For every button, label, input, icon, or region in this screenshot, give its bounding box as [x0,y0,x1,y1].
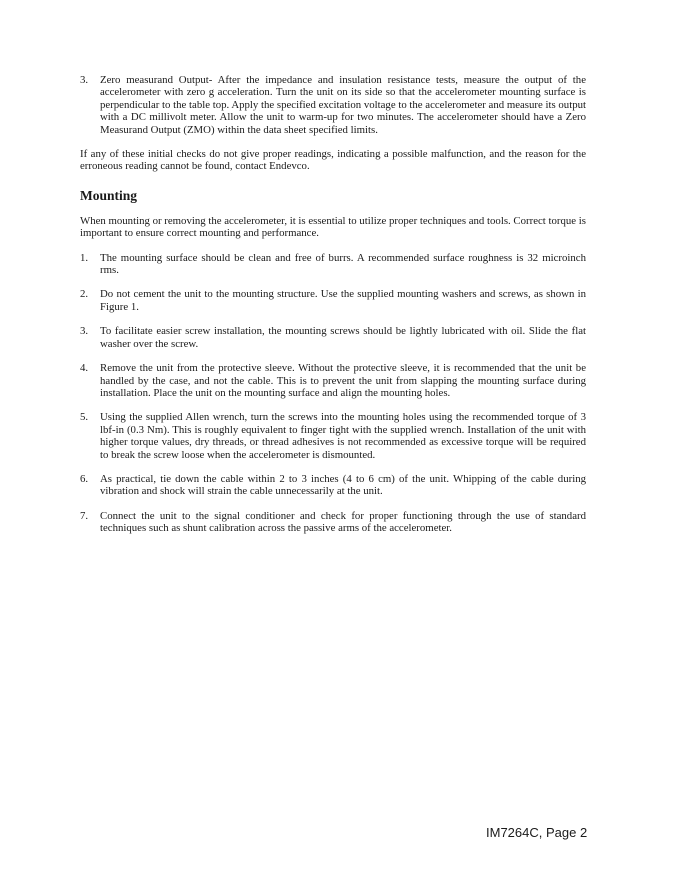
list-item [80,411,586,461]
mounting-intro-paragraph: When mounting or removing the accelerometer, it is essential to utilize proper techniques and tools. Correct torque is important to ensure correct mounting and performance. [80,214,586,240]
list-item-text: Remove the unit from the protective sleeve. Without the protective sleeve, it is recommended that the unit be handled by the case, and not the cable. This is to prevent the unit from slapping the mounting surface during installation. Place the unit on the mounting surface and align the mounting holes. [100,362,586,399]
list-item-text: Using the supplied Allen wrench, turn the screws into the mounting holes using the recommended torque of 3 lbf-in (0.3 Nm). This is roughly equivalent to finger tight with the supplied wrench. Installation of the unit with higher torque values, dry threads, or thread adhesives is not recommended as excessive torque will be required to break the screw loose when the accelerometer is dismounted. [100,411,586,461]
list-item [80,510,586,535]
list-item-number: 2. [80,288,89,301]
list-item-number: 1. [80,251,89,264]
list-item-text: Zero measurand Output- After the impedance and insulation resistance tests, measure the output of the accelerometer with zero g acceleration. Turn the unit on its side so that the accelerometer mounting surface is perpendicular to the table top. Apply the specified excitation voltage to the accelerometer and measure its output with a DC millivolt meter. Allow the unit to warm-up for two minutes. The accelerometer should have a Zero Measurand Output (ZMO) within the data sheet specified limits. [100,74,586,136]
list-item-number: 4. [80,362,89,375]
list-item [80,288,586,313]
list-item-number: 5. [80,411,89,424]
intro-paragraph: If any of these initial checks do not give proper readings, indicating a possible malfunction, and the reason for the erroneous reading cannot be found, contact Endevco. [80,148,586,173]
document-body [80,74,586,547]
list-item-text: As practical, tie down the cable within 2 to 3 inches (4 to 6 cm) of the unit. Whipping of the cable during vibration and shock will strain the cable unnecessarily at the unit. [100,472,586,498]
list-item-text: Connect the unit to the signal conditioner and check for proper functioning through the use of standard techniques such as shunt calibration across the passive arms of the accelerometer. [100,509,586,535]
page-footer: IM7264C, Page 2 [486,825,588,840]
list-item [80,252,586,277]
list-item [80,325,586,350]
list-item [80,74,586,136]
list-item [80,473,586,498]
list-item-text: The mounting surface should be clean and free of burrs. A recommended surface roughness is 32 microinch rms. [100,251,586,277]
list-item-number: 7. [80,509,89,522]
list-item-number: 6. [80,472,89,485]
list-item-number: 3. [80,325,89,338]
list-item-text: Do not cement the unit to the mounting structure. Use the supplied mounting washers and screws, as shown in Figure 1. [100,288,586,313]
list-item [80,362,586,399]
list-item-number: 3. [80,74,89,86]
section-heading-mounting: Mounting [80,187,138,203]
list-item-text: To facilitate easier screw installation, the mounting screws should be lightly lubricated with oil. Slide the flat washer over the screw. [100,325,586,350]
